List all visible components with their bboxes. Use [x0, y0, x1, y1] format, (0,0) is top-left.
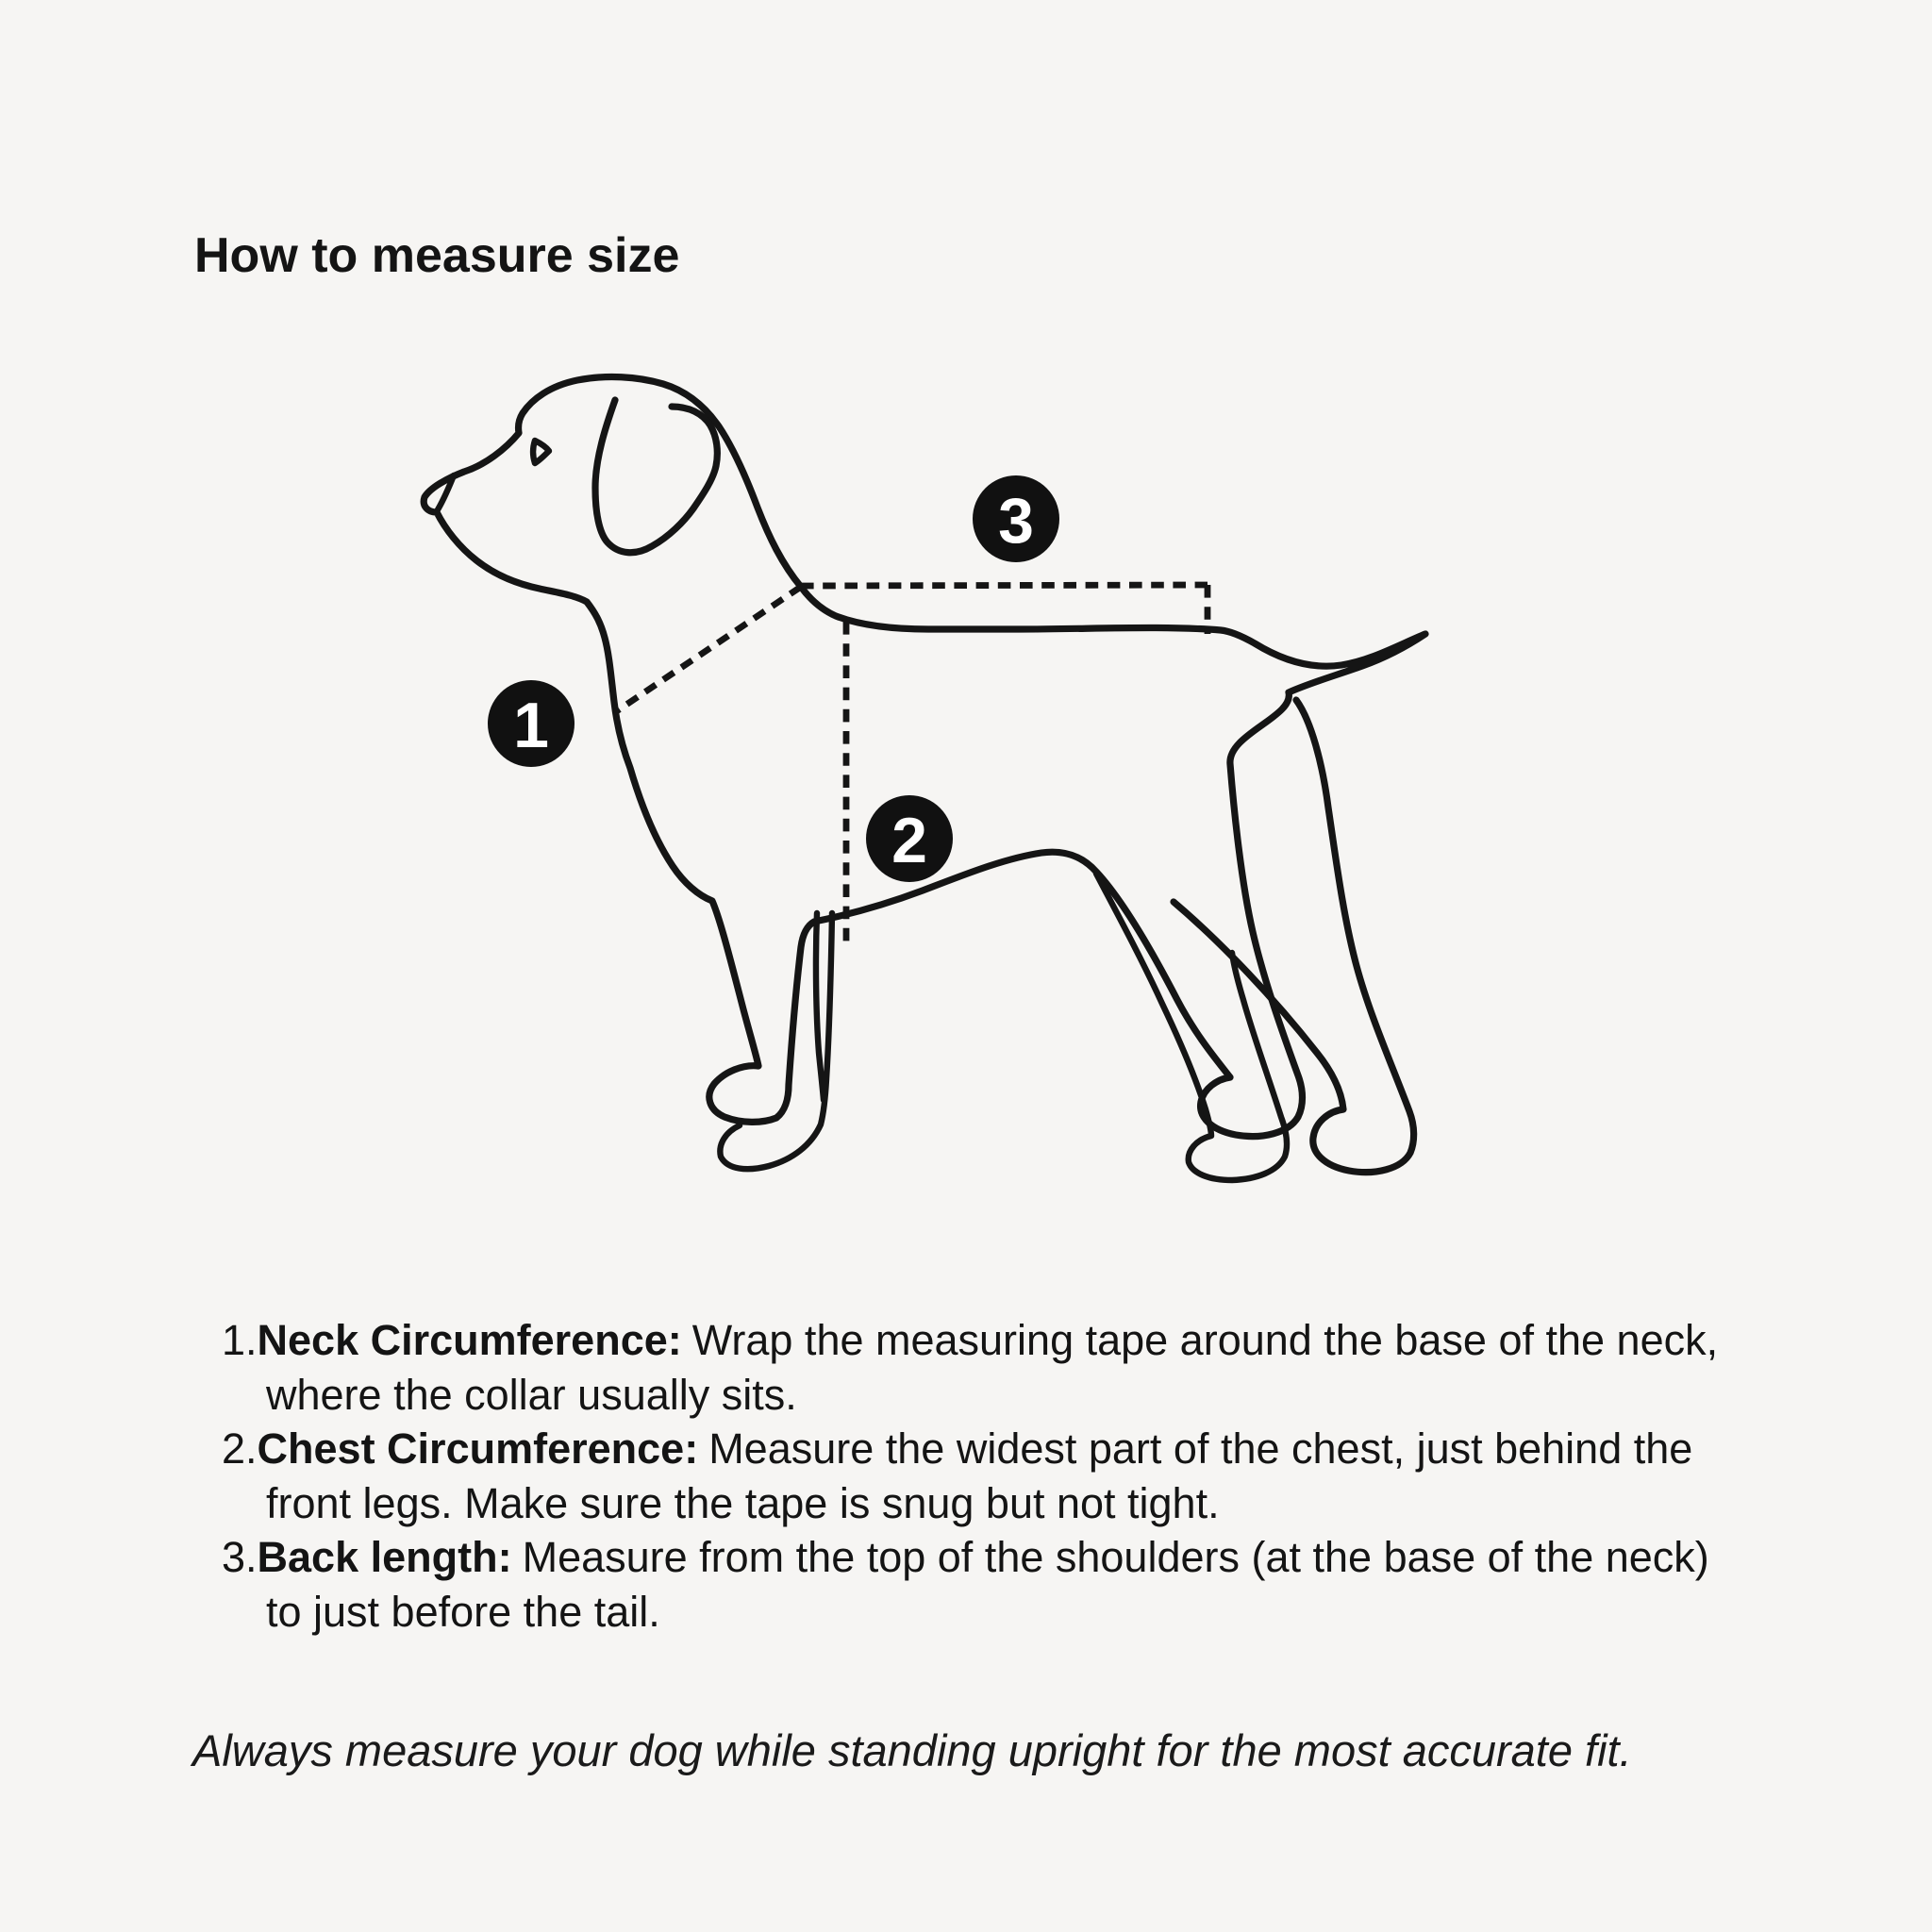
instruction-label: Back length: — [257, 1533, 512, 1581]
dog-outline — [424, 377, 1425, 1137]
badge-3-number: 3 — [998, 485, 1034, 557]
page-title: How to measure size — [194, 227, 680, 283]
instruction-text: Measure from the top of the shoulders (at the base of the neck) to just before the tail. — [266, 1533, 1709, 1636]
badge-1-neck — [488, 680, 575, 767]
badge-3-back — [973, 475, 1059, 562]
measurement-line-neck — [615, 587, 801, 712]
dog-eye — [533, 441, 549, 463]
badge-1-number: 1 — [513, 690, 549, 761]
badge-2-number: 2 — [891, 805, 927, 876]
instruction-number: 3. — [222, 1533, 258, 1581]
instruction-item-back-length — [222, 1530, 1745, 1639]
instruction-label: Chest Circumference: — [257, 1424, 699, 1473]
badge-2-chest — [866, 795, 953, 882]
dog-hind-leg-near — [1174, 700, 1414, 1173]
instruction-text: Measure the widest part of the chest, just behind the front legs. Make sure the tape is snug but not tight. — [266, 1424, 1693, 1527]
instruction-item-neck — [222, 1313, 1745, 1422]
instruction-text: Wrap the measuring tape around the base of the neck, where the collar usually sits. — [266, 1316, 1719, 1419]
instruction-number: 1. — [222, 1316, 258, 1364]
dog-front-leg-far — [720, 913, 832, 1169]
measurement-instructions-list — [222, 1313, 1745, 1639]
dog-ear — [595, 400, 717, 553]
instruction-item-chest — [222, 1422, 1745, 1530]
instruction-label: Neck Circumference: — [257, 1316, 682, 1364]
measuring-tip-note: Always measure your dog while standing upright for the most accurate fit. — [192, 1725, 1632, 1775]
instruction-number: 2. — [222, 1424, 258, 1473]
